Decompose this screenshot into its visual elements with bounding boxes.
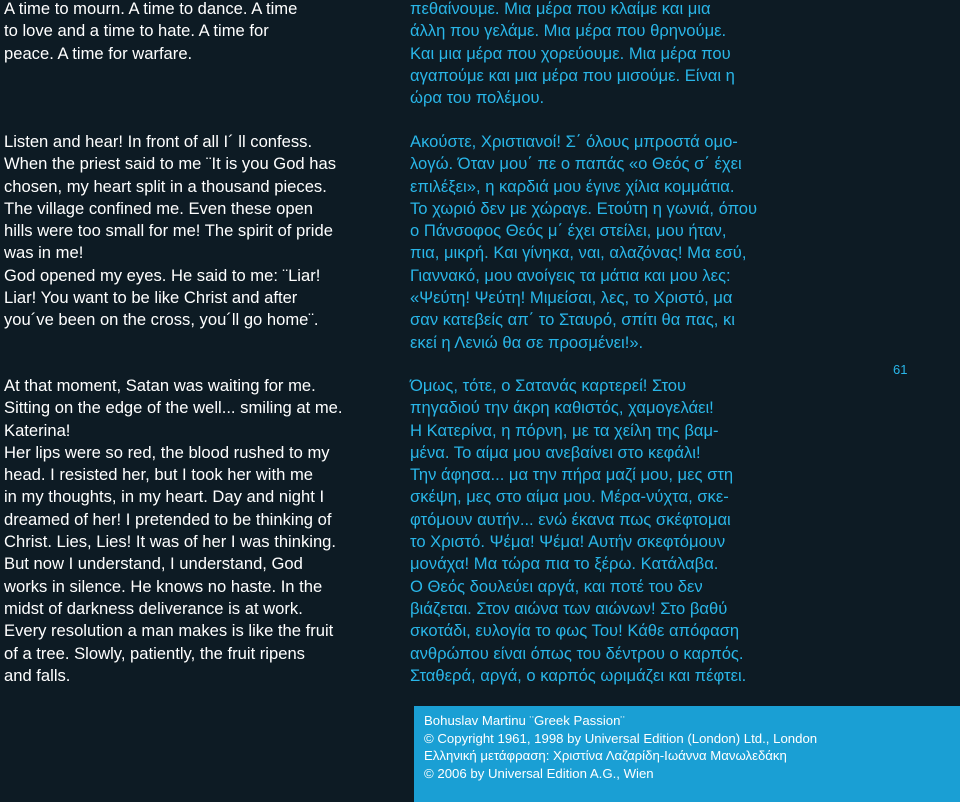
text-line: works in silence. He knows no haste. In the [4,576,323,596]
text-line: σκοτάδι, ευλογία το φως Του! Κάθε απόφαση [410,621,740,641]
greek-stanza-3 [410,375,790,687]
text-line: dreamed of her! I pretended to be thinking of [4,509,332,529]
text-line: Katerina! [4,420,71,440]
credits-box [414,706,960,802]
text-line: βιάζεται. Στον αιώνα των αιώνων! Στο βαθύ [410,598,728,618]
text-line: σαν κατεβείς απ΄ το Σταυρό, σπίτι θα πας, κι [410,310,735,330]
text-line: αγαπούμε και μια μέρα που μισούμε. Είναι η [410,65,735,85]
page-number: 61 [893,362,908,377]
text-line: peace. A time for warfare. [4,43,193,63]
text-line: Σταθερά, αργά, ο καρπός ωριμάζει και πέφτει. [410,665,747,685]
english-stanza-3 [4,375,384,687]
text-line: Όμως, τότε, ο Σατανάς καρτερεί! Στου [410,376,687,395]
text-line: ώρα του πολέμου. [410,88,545,108]
text-line: Γιαννακό, μου ανοίγεις τα μάτια και μου λες: [410,265,731,285]
text-line: Ακούστε, Χριστιανοί! Σ΄ όλους μπροστά ομο- [410,132,738,151]
text-line: head. I resisted her, but I took her with me [4,465,313,485]
text-line: Η Κατερίνα, η πόρνη, με τα χείλη της βαμ- [410,420,719,440]
text-line: Ο Θεός δουλεύει αργά, και ποτέ του δεν [410,576,703,596]
text-line: «Ψεύτη! Ψεύτη! Μιμείσαι, λες, το Χριστό, μα [410,288,733,308]
greek-stanza-2 [410,131,790,354]
text-line: μονάχα! Μα τώρα πια το ξέρω. Κατάλαβα. [410,554,719,574]
text-line: Και μια μέρα που χορεύουμε. Μια μέρα που [410,43,731,63]
text-line: in my thoughts, in my heart. Day and night I [4,487,325,507]
text-line: of a tree. Slowly, patiently, the fruit ripens [4,643,305,663]
text-line: hills were too small for me! The spirit of pride [4,221,333,241]
text-line: A time to mourn. A time to dance. A time [4,0,298,18]
text-line: επιλέξει», η καρδιά μου έγινε χίλια κομμάτια. [410,176,735,196]
text-line: Christ. Lies, Lies! It was of her I was thinking. [4,532,337,552]
text-line: But now I understand, I understand, God [4,554,303,574]
credit-line: © Copyright 1961, 1998 by Universal Edition (London) Ltd., London [424,730,818,746]
text-line: Το χωριό δεν με χώραγε. Ετούτη η γωνιά, όπου [410,198,758,218]
text-line: you´ve been on the cross, you´ll go home¨. [4,310,319,330]
text-line: άλλη που γελάμε. Μια μέρα που θρηνούμε. [410,21,727,41]
greek-stanza-1 [410,0,790,109]
text-line: φτόμουν αυτήν... ενώ έκανα πως σκέφτομαι [410,509,731,529]
credit-line: Ελληνική μετάφραση: Χριστίνα Λαζαρίδη-Ιωάννα Μανωλεδάκη [424,748,787,763]
text-line: At that moment, Satan was waiting for me. [4,376,316,395]
text-line: When the priest said to me ¨It is you God has [4,154,337,174]
text-line: πια, μικρή. Και γίνηκα, ναι, αλαζόνας! Μα εσύ, [410,243,747,263]
text-line: Every resolution a man makes is like the fruit [4,621,334,641]
text-line: chosen, my heart split in a thousand pieces. [4,176,327,196]
text-line: σκέψη, μες στο αίμα μου. Μέρα-νύχτα, σκε- [410,487,729,507]
text-line: εκεί η Λενιώ θα σε προσμένει!». [410,332,644,352]
text-line: God opened my eyes. He said to me: ¨Liar! [4,265,321,285]
text-line: to love and a time to hate. A time for [4,21,269,41]
text-line: Την άφησα... μα την πήρα μαζί μου, μες στη [410,465,734,485]
text-line: Sitting on the edge of the well... smiling at me. [4,398,343,418]
text-line: midst of darkness deliverance is at work. [4,598,303,618]
credit-line: © 2006 by Universal Edition A.G., Wien [424,765,654,781]
english-stanza-2 [4,131,384,332]
text-line: πηγαδιού την άκρη καθιστός, χαμογελάει! [410,398,714,418]
text-line: Listen and hear! In front of all I´ ll confess. [4,132,313,151]
text-line: was in me! [4,243,84,263]
text-line: μένα. Το αίμα μου ανεβαίνει στο κεφάλι! [410,442,701,462]
text-line: ο Πάνσοφος Θεός μ΄ έχει στείλει, μου ήταν, [410,221,727,241]
credit-line: Bohuslav Martinu ¨Greek Passion¨ [424,713,625,728]
text-line: Liar! You want to be like Christ and after [4,288,298,308]
text-line: πεθαίνουμε. Μια μέρα που κλαίμε και μια [410,0,711,18]
text-line: Her lips were so red, the blood rushed to my [4,442,330,462]
text-line: ανθρώπου είναι όπως του δέντρου ο καρπός. [410,643,744,663]
text-line: λογώ. Όταν μου΄ πε ο παπάς «ο Θεός σ΄ έχει [410,154,742,174]
english-stanza-1 [4,0,384,65]
text-line: The village confined me. Even these open [4,198,314,218]
text-line: and falls. [4,665,71,685]
text-line: το Χριστό. Ψέμα! Ψέμα! Αυτήν σκεφτόμουν [410,532,726,552]
